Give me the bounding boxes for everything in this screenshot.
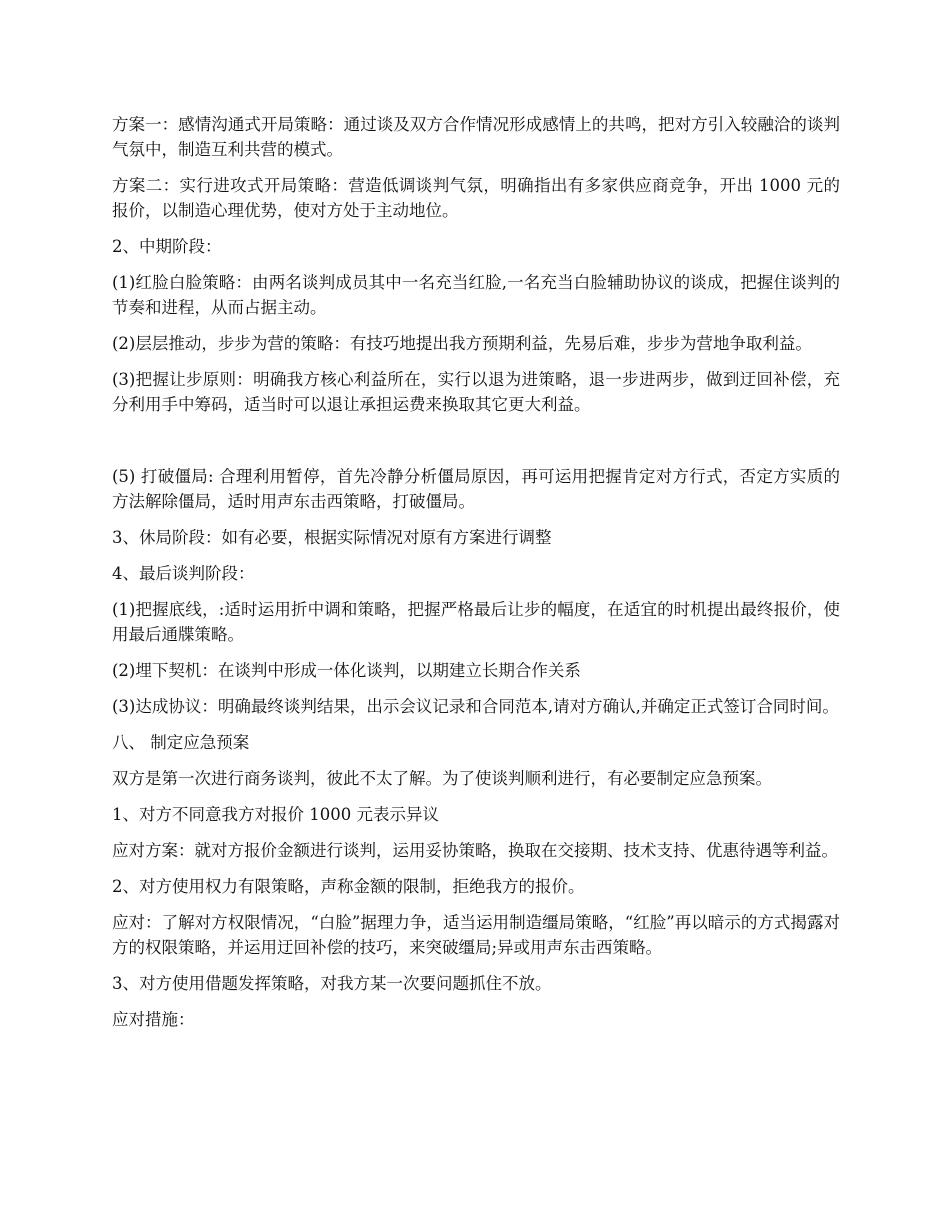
paragraph-contingency-intro: 双方是第一次进行商务谈判，彼此不太了解。为了使谈判顺利进行，有必要制定应急预案。 xyxy=(112,769,772,788)
paragraph-future-opportunity: (2)埋下契机：在谈判中形成一体化谈判，以期建立长期合作关系 xyxy=(112,661,581,680)
paragraph-scenario-two: 2、对方使用权力有限策略，声称金额的限制，拒绝我方的报价。 xyxy=(112,877,585,896)
heading-recess-stage: 3、休局阶段：如有必要，根据实际情况对原有方案进行调整 xyxy=(112,528,552,547)
paragraph-step-by-step: (2)层层推动，步步为营的策略：有技巧地提出我方预期利益，先易后难，步步为营地争取利益。 xyxy=(112,334,812,353)
paragraph-response-three: 应对措施： xyxy=(112,1010,195,1029)
paragraph-concession-principle: (3)把握让步原则：明确我方核心利益所在，实行以退为进策略，退一步进两步，做到迂回补偿，充分利用手中筹码，适当时可以退让承担运费来换取其它更大利益。 xyxy=(112,370,840,414)
paragraph-bottom-line: (1)把握底线，:适时运用折中调和策略，把握严格最后让步的幅度，在适宜的时机提出最终报价，使用最后通牒策略。 xyxy=(112,600,840,644)
paragraph-red-white-face: (1)红脸白脸策略：由两名谈判成员其中一名充当红脸,一名充当白脸辅助协议的谈成，把握住谈判的节奏和进程，从而占据主动。 xyxy=(112,273,840,317)
heading-mid-stage: 2、中期阶段： xyxy=(112,237,222,256)
paragraph-response-one: 应对方案：就对方报价金额进行谈判，运用妥协策略，换取在交接期、技术支持、优惠待遇等利益。 xyxy=(112,841,838,860)
paragraph-break-deadlock: (5) 打破僵局: 合理利用暂停，首先冷静分析僵局原因，再可运用把握肯定对方行式，否定方实质的方法解除僵局，适时用声东击西策略，打破僵局。 xyxy=(112,467,840,511)
paragraph-scenario-one: 1、对方不同意我方对报价 1000 元表示异议 xyxy=(112,805,439,824)
paragraph-plan-one: 方案一：感情沟通式开局策略：通过谈及双方合作情况形成感情上的共鸣，把对方引入较融洽的谈判气氛中，制造互利共营的模式。 xyxy=(112,115,840,159)
document-body xyxy=(112,112,840,1043)
heading-contingency-plan: 八、 制定应急预案 xyxy=(112,733,250,752)
paragraph-scenario-three: 3、对方使用借题发挥策略，对我方某一次要问题抓住不放。 xyxy=(112,974,552,993)
blank-gap xyxy=(112,428,840,464)
paragraph-plan-two: 方案二：实行进攻式开局策略：营造低调谈判气氛，明确指出有多家供应商竞争，开出 1000 元的报价，以制造心理优势，使对方处于主动地位。 xyxy=(112,176,840,220)
heading-final-stage: 4、最后谈判阶段： xyxy=(112,564,255,583)
paragraph-response-two: 应对：了解对方权限情况，“白脸”据理力争，适当运用制造缰局策略，“红脸”再以暗示的方式揭露对方的权限策略，并运用迂回补偿的技巧，来突破缰局;异或用声东击西策略。 xyxy=(112,913,840,957)
paragraph-reach-agreement: (3)达成协议：明确最终谈判结果，出示会议记录和合同范本,请对方确认,并确定正式签订合同时间。 xyxy=(112,697,839,716)
